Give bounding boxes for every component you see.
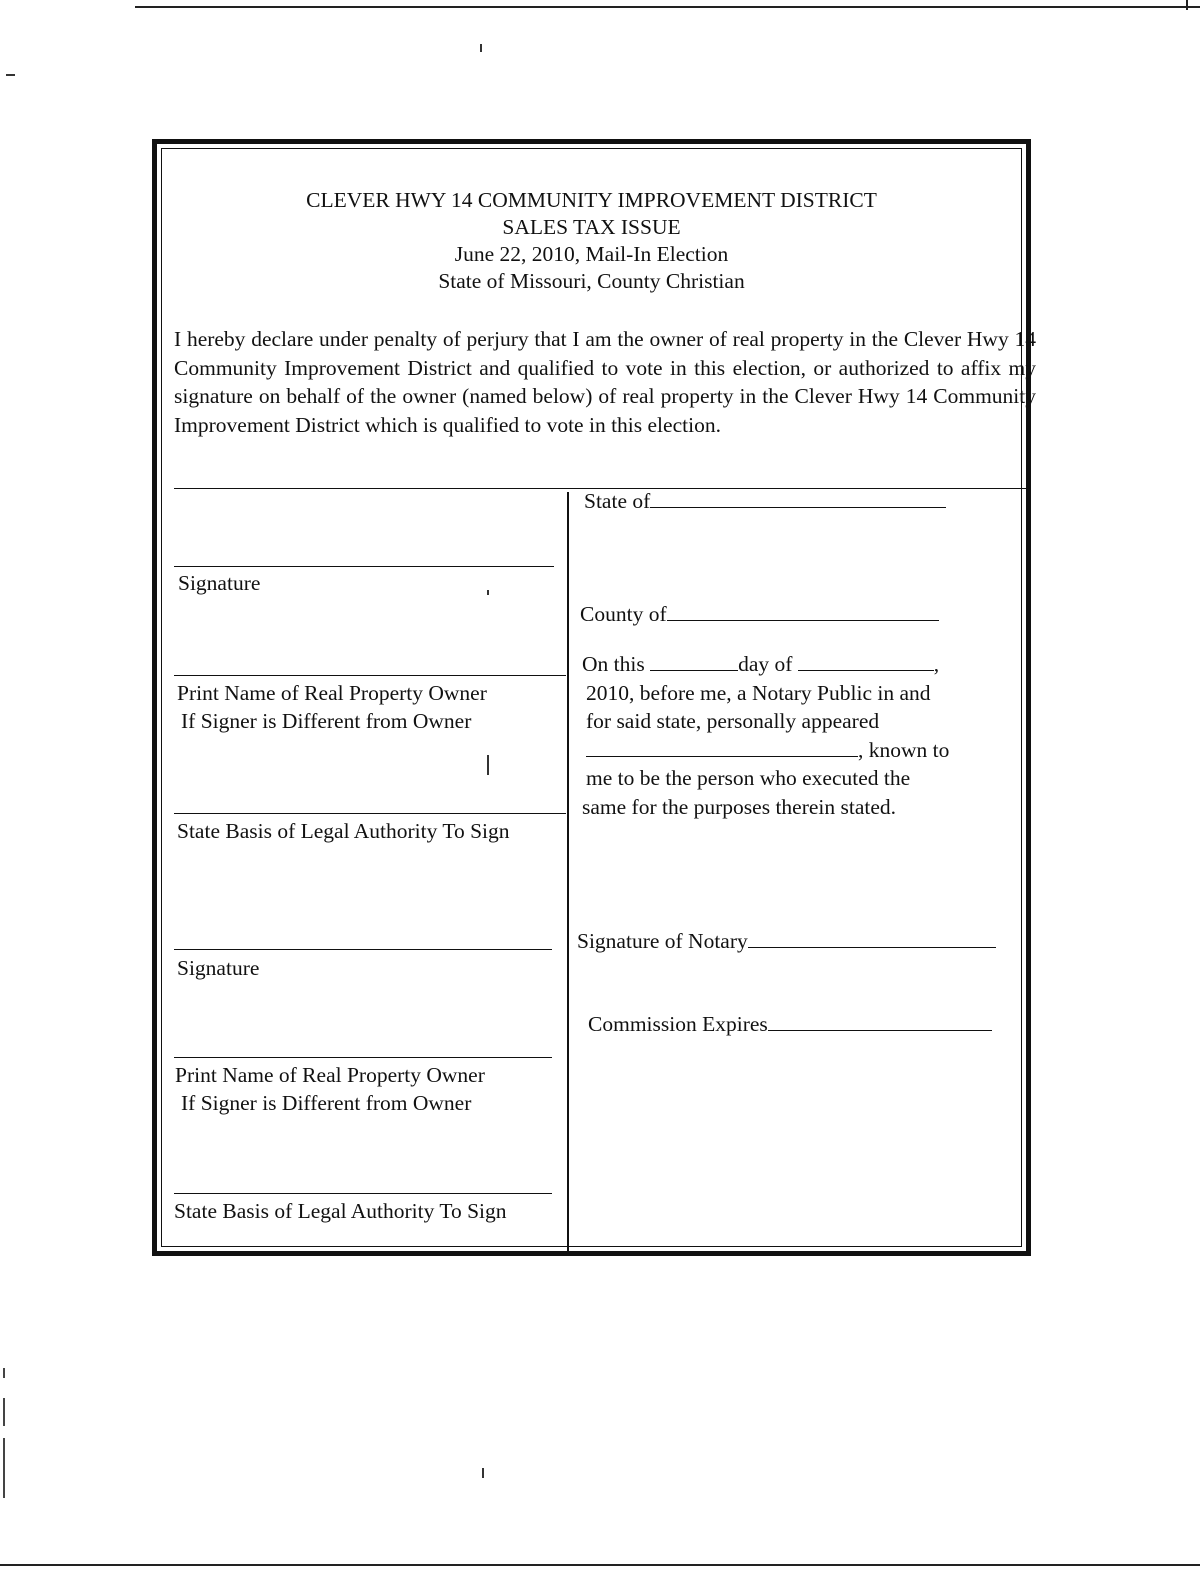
notary-commission bbox=[588, 1010, 992, 1038]
print-name-line-2[interactable] bbox=[174, 1057, 552, 1058]
notary-signature-field[interactable] bbox=[748, 927, 996, 948]
county-label: County of bbox=[580, 602, 667, 626]
legal-authority-line-1[interactable] bbox=[174, 813, 566, 814]
notary-acknowledgment bbox=[582, 650, 1002, 821]
day-field[interactable] bbox=[650, 650, 738, 671]
ballot-form bbox=[152, 139, 1036, 1256]
legal-authority-label-1: State Basis of Legal Authority To Sign bbox=[177, 819, 510, 843]
scan-speck bbox=[6, 74, 15, 76]
scan-edge-mark bbox=[1186, 0, 1188, 10]
month-field[interactable] bbox=[798, 650, 934, 671]
signer-different-label-2: If Signer is Different from Owner bbox=[181, 1091, 472, 1115]
appeared-name-field[interactable] bbox=[586, 736, 858, 757]
commission-expires-field[interactable] bbox=[768, 1010, 992, 1031]
notary-county bbox=[580, 600, 939, 628]
acknowledgment-row-4 bbox=[582, 736, 1002, 765]
state-field[interactable] bbox=[650, 487, 946, 508]
acknowledgment-row-2: 2010, before me, a Notary Public in and bbox=[586, 680, 931, 705]
print-name-line-1[interactable] bbox=[174, 675, 566, 676]
on-this-label: On this bbox=[582, 652, 645, 676]
signature-label-2: Signature bbox=[177, 956, 260, 980]
notary-state bbox=[584, 487, 946, 515]
state-label: State of bbox=[584, 489, 651, 513]
scan-edge-mark bbox=[3, 1398, 5, 1426]
scan-edge-top bbox=[135, 6, 1200, 8]
signature-line-1[interactable] bbox=[174, 566, 554, 567]
perjury-declaration: I hereby declare under penalty of perjury that I am the owner of real property in the Clever Hwy 14 Community Improvement District and qualified to vote in this election, or authorized to affix my signature on behalf of the owner (named below) of real property in the Clever Hwy 14 Community Improvement District which is qualified to vote in this election. bbox=[174, 327, 1036, 437]
commission-expires-label: Commission Expires bbox=[588, 1012, 768, 1036]
notary-signature-label: Signature of Notary bbox=[577, 929, 748, 953]
scan-edge-mark bbox=[3, 1438, 5, 1498]
scan-speck bbox=[480, 44, 482, 52]
scan-speck bbox=[487, 755, 489, 775]
scan-speck bbox=[482, 1468, 484, 1478]
acknowledgment-row-5: me to be the person who executed the bbox=[586, 766, 911, 790]
scan-speck bbox=[487, 590, 489, 595]
scan-edge-mark bbox=[3, 1368, 5, 1378]
acknowledgment-row-1 bbox=[582, 650, 1002, 679]
known-to-label: , known to bbox=[858, 737, 950, 762]
district-title: CLEVER HWY 14 COMMUNITY IMPROVEMENT DISTRICT bbox=[306, 188, 877, 212]
column-divider bbox=[567, 492, 569, 1252]
election-date: June 22, 2010, Mail-In Election bbox=[454, 242, 729, 266]
issue-title: SALES TAX ISSUE bbox=[502, 215, 681, 239]
signer-different-label-1: If Signer is Different from Owner bbox=[181, 709, 472, 733]
county-field[interactable] bbox=[667, 600, 939, 621]
acknowledgment-row-3: for said state, personally appeared bbox=[586, 709, 880, 733]
signature-label-1: Signature bbox=[178, 571, 261, 595]
print-name-label-2: Print Name of Real Property Owner bbox=[175, 1063, 485, 1087]
form-inner-border bbox=[161, 148, 1036, 1247]
signature-line-2[interactable] bbox=[174, 949, 552, 950]
legal-authority-label-2: State Basis of Legal Authority To Sign bbox=[174, 1199, 507, 1223]
form-header bbox=[162, 187, 1021, 295]
comma-mark: , bbox=[933, 652, 940, 676]
legal-authority-line-2[interactable] bbox=[174, 1193, 552, 1194]
acknowledgment-row-6: same for the purposes therein stated. bbox=[582, 794, 897, 819]
day-of-label: day of bbox=[738, 652, 793, 676]
jurisdiction: State of Missouri, County Christian bbox=[438, 269, 745, 293]
scan-edge-bottom bbox=[0, 1564, 1200, 1566]
notary-signature bbox=[577, 927, 996, 955]
print-name-label-1: Print Name of Real Property Owner bbox=[177, 681, 487, 705]
